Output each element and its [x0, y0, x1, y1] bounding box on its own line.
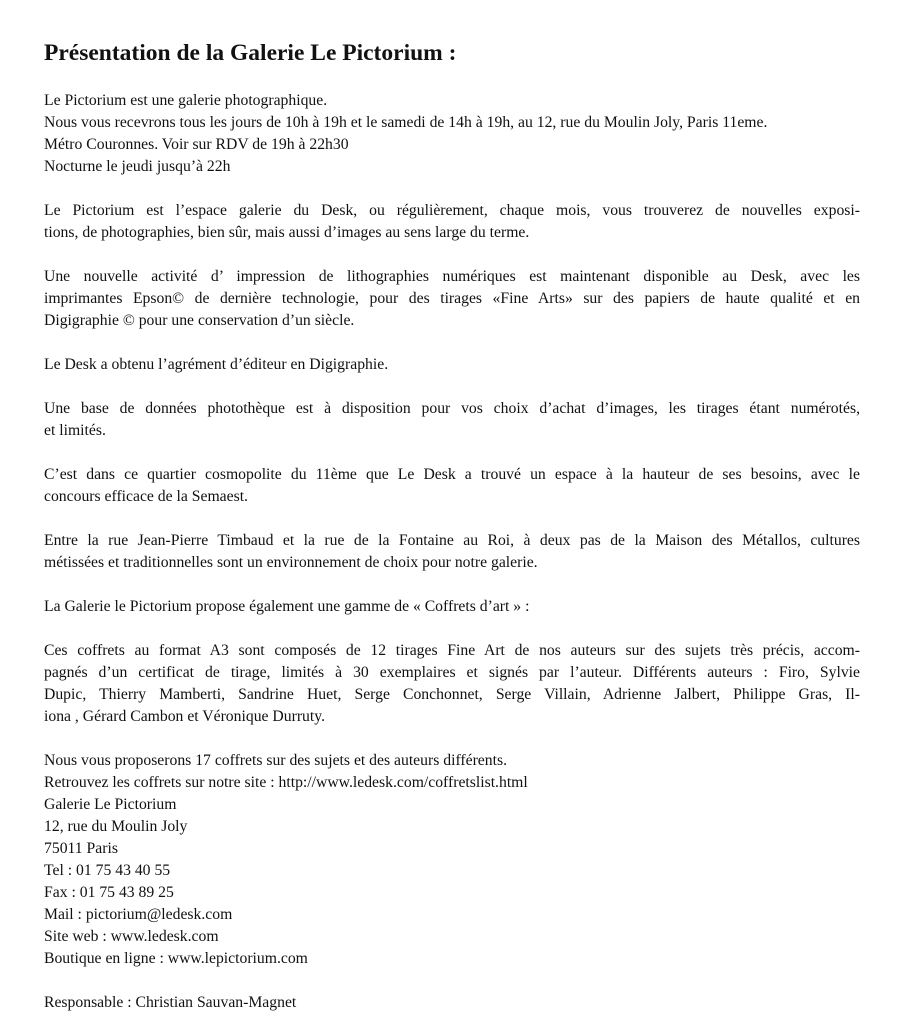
- intro-line: Métro Couronnes. Voir sur RDV de 19h à 22h30: [44, 136, 349, 153]
- intro-line: Nous vous recevrons tous les jours de 10h à 19h et le samedi de 14h à 19h, au 12, rue du Moulin Joly, Paris 11eme.: [44, 114, 768, 131]
- contact-block: [44, 750, 860, 970]
- rue-paragraph: [44, 530, 860, 574]
- contact-line: 12, rue du Moulin Joly: [44, 818, 188, 835]
- coffrets-details-line: Ces coffrets au format A3 sont composés de 12 tirages Fine Art de nos auteurs sur des sujets très précis, accom-: [44, 642, 860, 659]
- impression-line: imprimantes Epson© de dernière technologie, pour des tirages «Fine Arts» sur des papiers de haute qualité et en: [44, 290, 860, 307]
- espace-line: Le Pictorium est l’espace galerie du Desk, ou régulièrement, chaque mois, vous trouverez de nouvelles exposi-: [44, 202, 860, 219]
- contact-line: Fax : 01 75 43 89 25: [44, 884, 174, 901]
- coffrets-details-line: pagnés d’un certificat de tirage, limités à 30 exemplaires et signés par l’auteur. Différents auteurs : Firo, Sylvie: [44, 664, 860, 681]
- contact-line: 75011 Paris: [44, 840, 118, 857]
- impression-line: Une nouvelle activité d’ impression de lithographies numériques est maintenant disponible au Desk, avec les: [44, 268, 860, 285]
- base-paragraph: [44, 398, 860, 442]
- intro-paragraph: [44, 90, 860, 178]
- quartier-line: concours efficace de la Semaest.: [44, 488, 248, 505]
- contact-line: Galerie Le Pictorium: [44, 796, 177, 813]
- contact-line: Retrouvez les coffrets sur notre site : http://www.ledesk.com/coffretslist.html: [44, 774, 528, 791]
- base-line: et limités.: [44, 422, 106, 439]
- document-page: [44, 38, 860, 1014]
- coffrets-details-line: Dupic, Thierry Mamberti, Sandrine Huet, Serge Conchonnet, Serge Villain, Adrienne Jalbert, Philippe Gras, Il-: [44, 686, 860, 703]
- agrement-line: Le Desk a obtenu l’agrément d’éditeur en Digigraphie.: [44, 356, 389, 373]
- responsable-line: Responsable : Christian Sauvan-Magnet: [44, 994, 297, 1011]
- contact-line: Nous vous proposerons 17 coffrets sur des sujets et des auteurs différents.: [44, 752, 507, 769]
- contact-line: Site web : www.ledesk.com: [44, 928, 219, 945]
- page-title: Présentation de la Galerie Le Pictorium :: [44, 40, 457, 66]
- coffrets-details-paragraph: [44, 640, 860, 728]
- impression-line: Digigraphie © pour une conservation d’un siècle.: [44, 312, 355, 329]
- agrement-paragraph: [44, 354, 860, 376]
- espace-paragraph: [44, 200, 860, 244]
- quartier-paragraph: [44, 464, 860, 508]
- quartier-line: C’est dans ce quartier cosmopolite du 11ème que Le Desk a trouvé un espace à la hauteur de ses besoins, avec le: [44, 466, 860, 483]
- impression-paragraph: [44, 266, 860, 332]
- coffrets-intro-line: La Galerie le Pictorium propose également une gamme de « Coffrets d’art » :: [44, 598, 530, 615]
- contact-line: Mail : pictorium@ledesk.com: [44, 906, 233, 923]
- coffrets-intro-paragraph: [44, 596, 860, 618]
- intro-line: Nocturne le jeudi jusqu’à 22h: [44, 158, 231, 175]
- base-line: Une base de données photothèque est à disposition pour vos choix d’achat d’images, les tirages étant numérotés,: [44, 400, 860, 417]
- espace-line: tions, de photographies, bien sûr, mais aussi d’images au sens large du terme.: [44, 224, 530, 241]
- contact-line: Boutique en ligne : www.lepictorium.com: [44, 950, 308, 967]
- rue-line: métissées et traditionnelles sont un environnement de choix pour notre galerie.: [44, 554, 538, 571]
- intro-line: Le Pictorium est une galerie photographique.: [44, 92, 328, 109]
- contact-line: Tel : 01 75 43 40 55: [44, 862, 171, 879]
- coffrets-details-line: iona , Gérard Cambon et Véronique Durruty.: [44, 708, 325, 725]
- rue-line: Entre la rue Jean-Pierre Timbaud et la rue de la Fontaine au Roi, à deux pas de la Maison des Métallos, cultures: [44, 532, 860, 549]
